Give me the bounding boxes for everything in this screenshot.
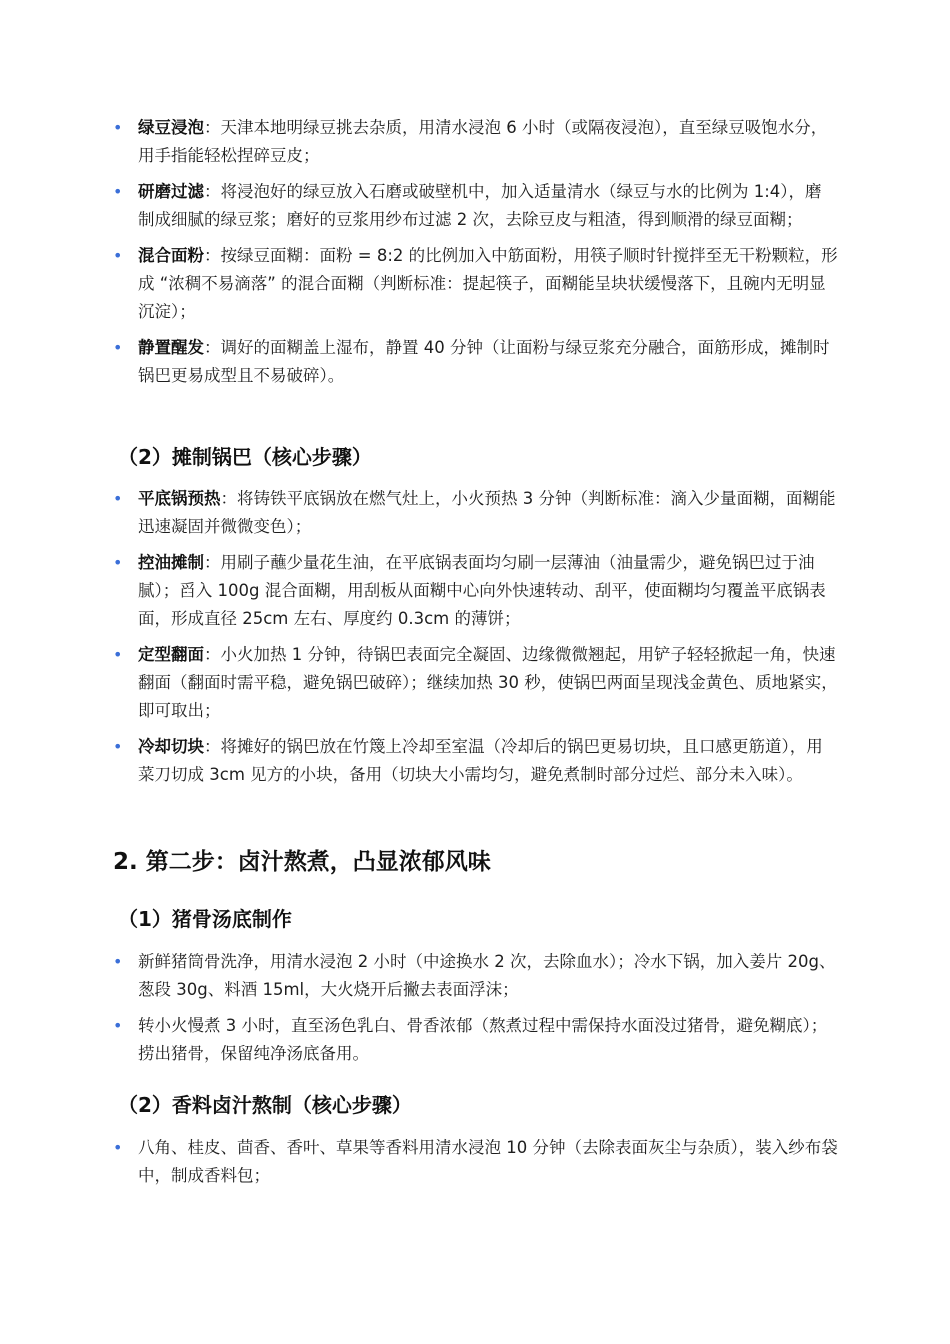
- list-item: [110, 549, 838, 633]
- bullet-icon: •: [113, 338, 123, 357]
- item-text: ：将摊好的锅巴放在竹篾上冷却至室温（冷却后的锅巴更易切块，且口感更筋道），用菜刀切成 3cm 见方的小块，备用（切块大小需均匀，避免煮制时部分过烂、部分未入味）。: [138, 737, 823, 784]
- list-item: [110, 178, 838, 234]
- item-text: 转小火慢煮 3 小时，直至汤色乳白、骨香浓郁（熬煮过程中需保持水面没过猪骨，避免糊底）；捞出猪骨，保留纯净汤底备用。: [138, 1016, 828, 1063]
- bullet-icon: •: [113, 118, 123, 137]
- section-heading-tanzhi: （2）摊制锅巴（核心步骤）: [118, 445, 372, 469]
- item-term: 研磨过滤: [138, 182, 204, 201]
- list-item: [110, 485, 838, 541]
- item-term: 冷却切块: [138, 737, 204, 756]
- item-text: ：小火加热 1 分钟，待锅巴表面完全凝固、边缘微微翘起，用铲子轻轻掀起一角，快速翻面（翻面时需平稳，避免锅巴破碎）；继续加热 30 秒，使锅巴两面呈现浅金黄色、质地紧实，即可取出；: [138, 645, 838, 720]
- item-text: ：天津本地明绿豆挑去杂质，用清水浸泡 6 小时（或隔夜浸泡），直至绿豆吸饱水分，用手指能轻松捏碎豆皮；: [138, 118, 828, 165]
- list-item: [110, 641, 838, 725]
- item-text: ：调好的面糊盖上湿布，静置 40 分钟（让面粉与绿豆浆充分融合，面筋形成，摊制时锅巴更易成型且不易破碎）。: [138, 338, 830, 385]
- section-heading-zhugu: （1）猪骨汤底制作: [118, 907, 292, 931]
- item-term: 控油摊制: [138, 553, 204, 572]
- list-prep-batter: [110, 114, 838, 398]
- item-term: 绿豆浸泡: [138, 118, 204, 137]
- list-item: [110, 1012, 838, 1068]
- bullet-icon: •: [113, 246, 123, 265]
- list-zhugu: [110, 948, 838, 1076]
- list-item: [110, 114, 838, 170]
- list-item: [110, 1134, 838, 1190]
- item-text: 新鲜猪筒骨洗净，用清水浸泡 2 小时（中途换水 2 次，去除血水）；冷水下锅，加入姜片 20g、葱段 30g、料酒 15ml，大火烧开后撇去表面浮沫；: [138, 952, 836, 999]
- bullet-icon: •: [113, 489, 123, 508]
- bullet-icon: •: [113, 645, 123, 664]
- bullet-icon: •: [113, 737, 123, 756]
- list-item: [110, 334, 838, 390]
- item-term: 静置醒发: [138, 338, 204, 357]
- bullet-icon: •: [113, 182, 123, 201]
- item-term: 定型翻面: [138, 645, 204, 664]
- section-heading-step2: 2. 第二步：卤汁熬煮，凸显浓郁风味: [113, 849, 491, 875]
- bullet-icon: •: [113, 553, 123, 572]
- list-tanzhi: [110, 485, 838, 797]
- list-item: [110, 242, 838, 326]
- item-term: 平底锅预热: [138, 489, 221, 508]
- item-text: 八角、桂皮、茴香、香叶、草果等香料用清水浸泡 10 分钟（去除表面灰尘与杂质），装入纱布袋中，制成香料包；: [138, 1138, 838, 1185]
- bullet-icon: •: [113, 1138, 123, 1157]
- list-item: [110, 733, 838, 789]
- item-text: ：将浸泡好的绿豆放入石磨或破壁机中，加入适量清水（绿豆与水的比例为 1:4），磨制成细腻的绿豆浆；磨好的豆浆用纱布过滤 2 次，去除豆皮与粗渣，得到顺滑的绿豆面糊；: [138, 182, 822, 229]
- bullet-icon: •: [113, 1016, 123, 1035]
- item-text: ：按绿豆面糊：面粉 = 8:2 的比例加入中筋面粉，用筷子顺时针搅拌至无干粉颗粒，形成 “浓稠不易滴落” 的混合面糊（判断标准：提起筷子，面糊能呈块状缓慢落下，且碗内无明显沉淀）；: [138, 246, 838, 321]
- section-heading-xiangliao: （2）香料卤汁熬制（核心步骤）: [118, 1093, 412, 1117]
- item-text: ：将铸铁平底锅放在燃气灶上，小火预热 3 分钟（判断标准：滴入少量面糊，面糊能迅速凝固并微微变色）；: [138, 489, 836, 536]
- list-xiangliao: [110, 1134, 838, 1198]
- bullet-icon: •: [113, 952, 123, 971]
- list-item: [110, 948, 838, 1004]
- item-term: 混合面粉: [138, 246, 204, 265]
- item-text: ：用刷子蘸少量花生油，在平底锅表面均匀刷一层薄油（油量需少，避免锅巴过于油腻）；舀入 100g 混合面糊，用刮板从面糊中心向外快速转动、刮平，使面糊均匀覆盖平底锅表面，形成直径 25cm 左右、厚度约 0.3cm 的薄饼；: [138, 553, 826, 628]
